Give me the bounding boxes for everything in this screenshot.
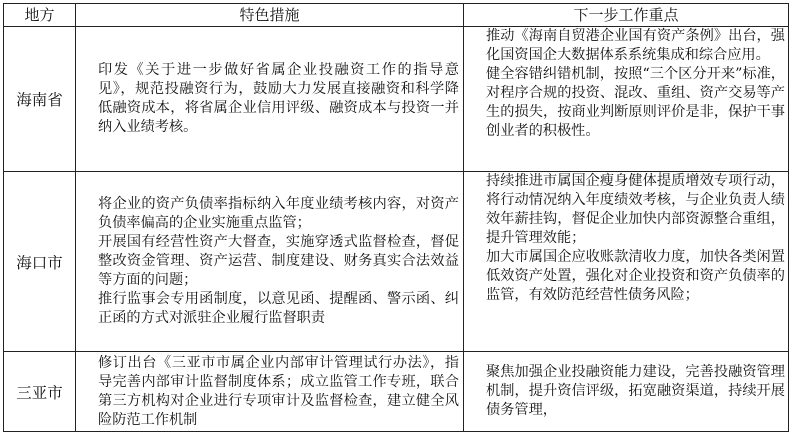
measures-cell	[76, 172, 464, 352]
region-cell: 海口市	[4, 172, 76, 352]
measure-paragraph: 将企业的资产负债率指标纳入年度业绩考核内容，对资产负债率偏高的企业实施重点监管；	[98, 196, 459, 231]
next-step-paragraph: 健全容错纠错机制，按照“三个区分开来”标准，对程序合规的投资、混改、重组、资产交易等产生的损失，按商业判断原则评价是非，保护干事创业者的积极性。	[486, 66, 785, 139]
measures-cell	[76, 352, 464, 432]
measure-paragraph: 修订出台《三亚市市属企业内部审计管理试行办法》，指导完善内部审计监督制度体系；成立监管工作专班，联合第三方机构对企业进行专项审计及监督检查，建立健全风险防范工作机制	[98, 354, 459, 428]
next-step-paragraph: 加大市属国企应收账款清收力度，加快各类闲置低效资产处置，强化对企业投资和资产负债率的监管，有效防范经营性债务风险；	[486, 249, 785, 303]
next-steps-cell	[464, 27, 789, 172]
table-row	[4, 352, 789, 432]
header-measures: 特色措施	[76, 4, 464, 27]
next-steps-cell	[464, 172, 789, 352]
next-step-paragraph: 聚焦加强企业投融资能力建设，完善投融资管理机制，提升资信评级，拓宽融资渠道，持续开展债务管理，	[486, 364, 785, 418]
measure-paragraph: 印发《关于进一步做好省属企业投融资工作的指导意见》，规范投融资行为，鼓励大力发展直接融资和科学降低融资成本，将省属企业信用评级、融资成本与投资一并纳入业绩考核。	[98, 62, 459, 135]
next-steps-cell	[464, 352, 789, 432]
table-row	[4, 27, 789, 172]
next-step-paragraph: 推动《海南自贸港企业国有资产条例》出台，强化国资国企大数据体系系统集成和综合应用。	[486, 28, 785, 63]
table-row	[4, 172, 789, 352]
measure-paragraph: 开展国有经营性资产大督查，实施穿透式监督检查，督促整改资金管理、资产运营、制度建设、财务真实合法效益等方面的问题；	[98, 234, 459, 288]
measures-cell	[76, 27, 464, 172]
header-region: 地方	[4, 4, 76, 27]
region-cell: 海南省	[4, 27, 76, 172]
region-cell: 三亚市	[4, 352, 76, 432]
next-step-paragraph: 持续推进市属国企瘦身健体提质增效专项行动，将行动情况纳入年度绩效考核，与企业负责人绩效年薪挂钩，督促企业加快内部资源整合重组，提升管理效能；	[486, 173, 785, 246]
policy-table	[3, 3, 789, 432]
header-next-steps: 下一步工作重点	[464, 4, 789, 27]
header-row	[4, 4, 789, 27]
measure-paragraph: 推行监事会专用函制度，以意见函、提醒函、警示函、纠正函的方式对派驻企业履行监督职责	[98, 291, 459, 326]
